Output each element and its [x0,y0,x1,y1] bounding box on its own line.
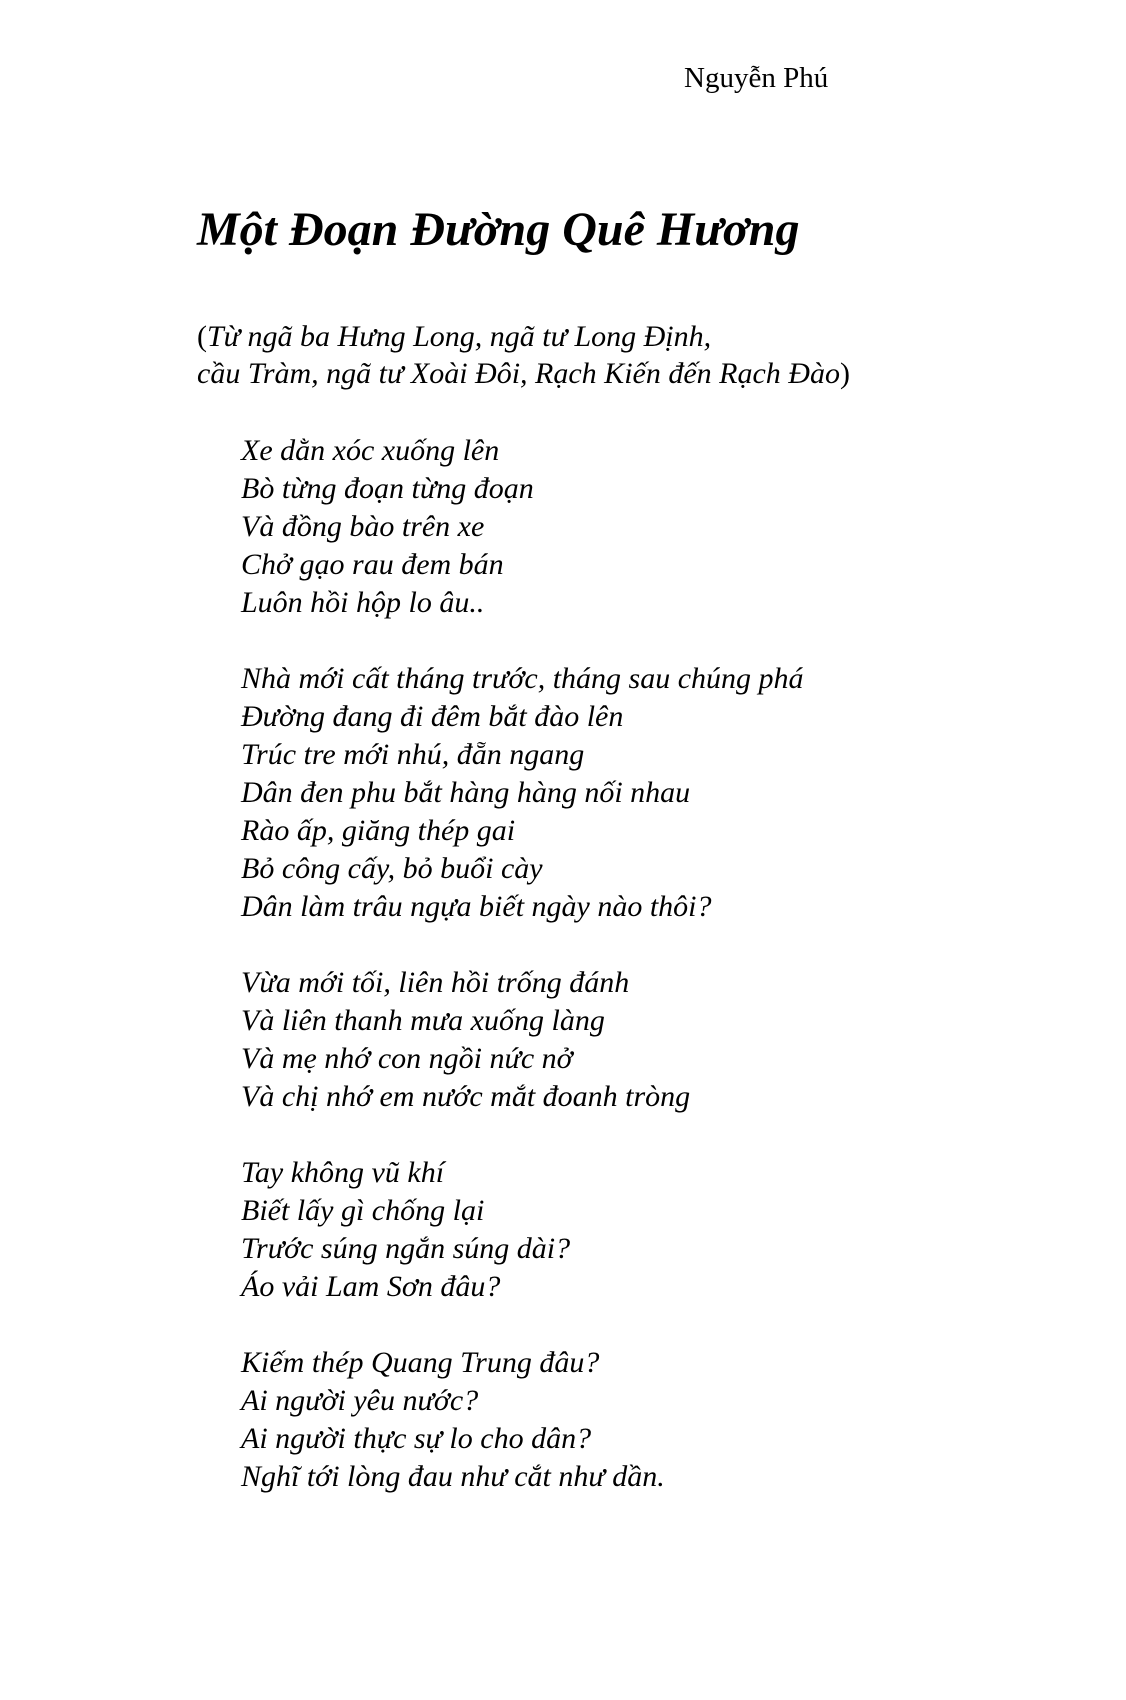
subtitle-text-2: cầu Tràm, ngã tư Xoài Đôi, Rạch Kiến đến Rạch Đào [197,357,840,390]
verse-line: Tay không vũ khí [241,1156,445,1189]
verse-line: Biết lấy gì chống lại [241,1194,485,1227]
verse-line: Rào ấp, giăng thép gai [241,814,516,847]
verse-line: Vừa mới tối, liên hồi trống đánh [241,966,630,999]
verse-line: Áo vải Lam Sơn đâu? [241,1270,501,1303]
verse-line: Luôn hồi hộp lo âu.. [241,586,485,619]
stanza-1 [241,432,804,622]
verse-line: Ai người thực sự lo cho dân? [241,1422,592,1455]
verse-line: Và chị nhớ em nước mắt đoanh tròng [241,1080,691,1113]
verse-line: Dân đen phu bắt hàng hàng nối nhau [241,776,691,809]
subtitle-line-2 [197,355,850,392]
subtitle-close-paren: ) [839,357,850,390]
verse-line: Đường đang đi đêm bắt đào lên [241,700,624,733]
verse-line: Và liên thanh mưa xuống làng [241,1004,605,1037]
verse-line: Bò từng đoạn từng đoạn [241,472,534,505]
verse-line: Trước súng ngắn súng dài? [241,1232,571,1265]
verse-line: Nghĩ tới lòng đau như cắt như dần. [241,1460,665,1493]
stanza-2 [241,660,804,926]
verse-line: Dân làm trâu ngựa biết ngày nào thôi? [241,890,712,923]
subtitle-open-paren: ( [197,320,207,353]
verse-line: Bỏ công cấy, bỏ buổi cày [241,852,543,885]
poem-subtitle [197,318,850,392]
author-name: Nguyễn Phú [684,62,829,94]
verse-line: Kiếm thép Quang Trung đâu? [241,1346,600,1379]
stanza-3 [241,964,804,1116]
verse-line: Chở gạo rau đem bán [241,548,504,581]
verse-line: Và mẹ nhớ con ngồi nức nở [241,1042,573,1075]
verse-line: Ai người yêu nước? [241,1384,479,1417]
poem-title: Một Đoạn Đường Quê Hương [197,203,800,256]
stanza-5 [241,1344,804,1496]
verse-line: Và đồng bào trên xe [241,510,485,543]
verse-line: Nhà mới cất tháng trước, tháng sau chúng phá [241,662,804,695]
subtitle-text-1: Từ ngã ba Hưng Long, ngã tư Long Định, [207,320,712,353]
verse-line: Trúc tre mới nhú, đẵn ngang [241,738,585,771]
verse-line: Xe dằn xóc xuống lên [241,434,500,467]
poem-body [241,432,804,1534]
subtitle-line-1 [197,318,850,355]
stanza-4 [241,1154,804,1306]
